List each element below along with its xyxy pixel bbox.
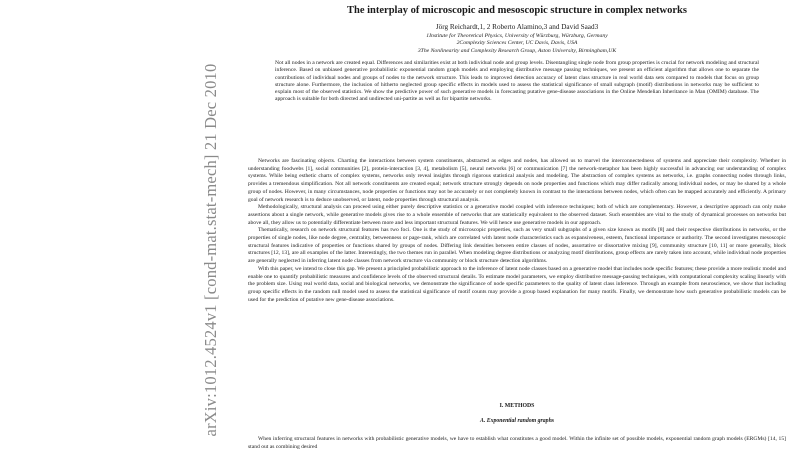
arxiv-sidebar — [196, 63, 226, 437]
section-heading: I. METHODS — [499, 403, 535, 409]
affiliation: 3The Nonlinearity and Complexity Research Group, Aston University, Birmingham,UK — [417, 47, 617, 54]
paper-title: The interplay of microscopic and mesoscopic structure in complex networks — [347, 5, 687, 16]
arxiv-identifier: arXiv:1012.4524v1 [cond-mat.stat-mech] 21 Dec 2010 — [201, 63, 220, 437]
paragraph: With this paper, we intend to close this gap. We present a principled probabilistic approach to the inference of latent node classes based on a generative model that includes node specific features; these provide a more realistic model and enable one to quantify probabilistic measures and confidence levels of the observed structural details. To estimate model parameters, we employ distributive message-passing techniques, with computational complexity scaling linearly with the problem size. Using real world data, social and biological networks, we demonstrate the significance of node specific parameters to the quality of latent class inference. Through an example from neuroscience, we show that including group specific effects in the random null model used to assess the statistical significance of motif counts may provide a group based explanation for many motifs. Finally, we demonstrate how such generative probabilistic models can be used for the prediction of putative new gene-disease associations. — [248, 265, 786, 303]
abstract: Not all nodes in a network are created equal. Differences and similarities exist at both individual node and group levels. Disentangling single node from group properties is crucial for network modeling and structural inference. Based on unbiased generative probabilistic exponential random graph models and employing distributive message passing techniques, we present an efficient algorithm that allows one to separate the contributions of individual nodes and groups of nodes to the network structure. This leads to improved detection accuracy of latent class structure in real world data sets compared to models that focus on group structure alone. Furthermore, the inclusion of hitherto neglected group specific effects in models used to assess the statistical significance of small subgraph (motif) distributions in networks may be sufficient to explain most of the observed statistics. We show the predictive power of such generative models in forecasting putative gene-disease associations in the Online Mendelian Inheritance in Man (OMIM) database. The approach is suitable for both directed and undirected uni-partite as well as for bipartite networks. — [275, 60, 759, 103]
subsection-heading: A. Exponential random graphs — [479, 418, 555, 424]
methods-text — [248, 436, 786, 451]
affiliation: 2Complexity Sciences Center, UC Davis, Davis, USA — [456, 40, 578, 47]
affiliation: 1Institute for Theoretical Physics, University of Würzburg, Würzburg, Germany — [426, 33, 608, 39]
introduction — [248, 158, 786, 304]
author-list: Jörg Reichardt,1, 2 Roberto Alamino,3 and David Saad3 — [435, 23, 599, 31]
paragraph: When inferring structural features in networks with probabilistic generative models, we have to establish what constitutes a good model. Within the infinite set of possible models, exponential random graph models (ERGMs) [14, 15] stand out as combining desired — [248, 436, 786, 450]
paragraph: Thematically, research on network structural features has two foci. One is the study of microscopic properties, such as very small subgraphs of a given size known as motifs [8] and their respective distributions in networks, or the properties of single nodes, like node degree, centrality, betweenness or page-rank, which are correlated with latent node characteristics such as expansiveness, esteem, functional importance or authority. The second investigates mesoscopic structural features indicative of properties or functions shared by groups of nodes. Differing link densities between entire classes of nodes, assortative or dissortative mixing [9], community structure [10, 11] or more generally, block structures [12, 13], are all examples of the latter. Interestingly, the two themes run in parallel. When modeling degree distributions or analyzing motif distributions, group effects are rarely taken into account, while individual node properties are generally neglected in inferring latent node classes from network structure via community or block structure detection algorithms. — [248, 227, 786, 265]
affiliations — [248, 33, 786, 55]
paragraph: Methodologically, structural analysis can proceed using either purely descriptive statistics or a generative model coupled with inference techniques; both of which are complementary. However, a descriptive approach can only make assertions about a single network, while generative models gives rise to a whole ensemble of networks that are statistically equivalent to the observed dataset. Such ensembles are vital to the study of dynamical processes on networks but above all, they allow us to potentially differentiate between more and less important structural features. We will hence use generative models in our approach. — [248, 204, 786, 226]
paragraph: Networks are fascinating objects. Charting the interactions between system constituents, abstracted as edges and nodes, has allowed us to marvel the interconnectedness of systems and appreciate their complexity. Whether in understanding foodwebs [1], social communities [2], protein-interaction [3, 4], metabolism [5], neural networks [6] or communication [7] the network-metaphor has been highly successful in advancing our understanding of complex systems. While being esthetic charts of complex systems, networks only reveal insights through rigorous statistical analysis and modeling. The abstraction of complex systems as networks, i.e. graphs connecting nodes through links, provides a tremendous simplification. Not all network constituents are created equal; network structure strongly depends on node properties and functions which may differ radically among individual nodes, or may be shared by a whole group of nodes. However, in many circumstances, node properties or functions may not be accurately or not completely known in contrast to the interactions between nodes, which often can be mapped accurately and efficiently. A primary goal of network research is to deduce unobserved, or latent, node properties through structural analysis. — [248, 158, 786, 203]
